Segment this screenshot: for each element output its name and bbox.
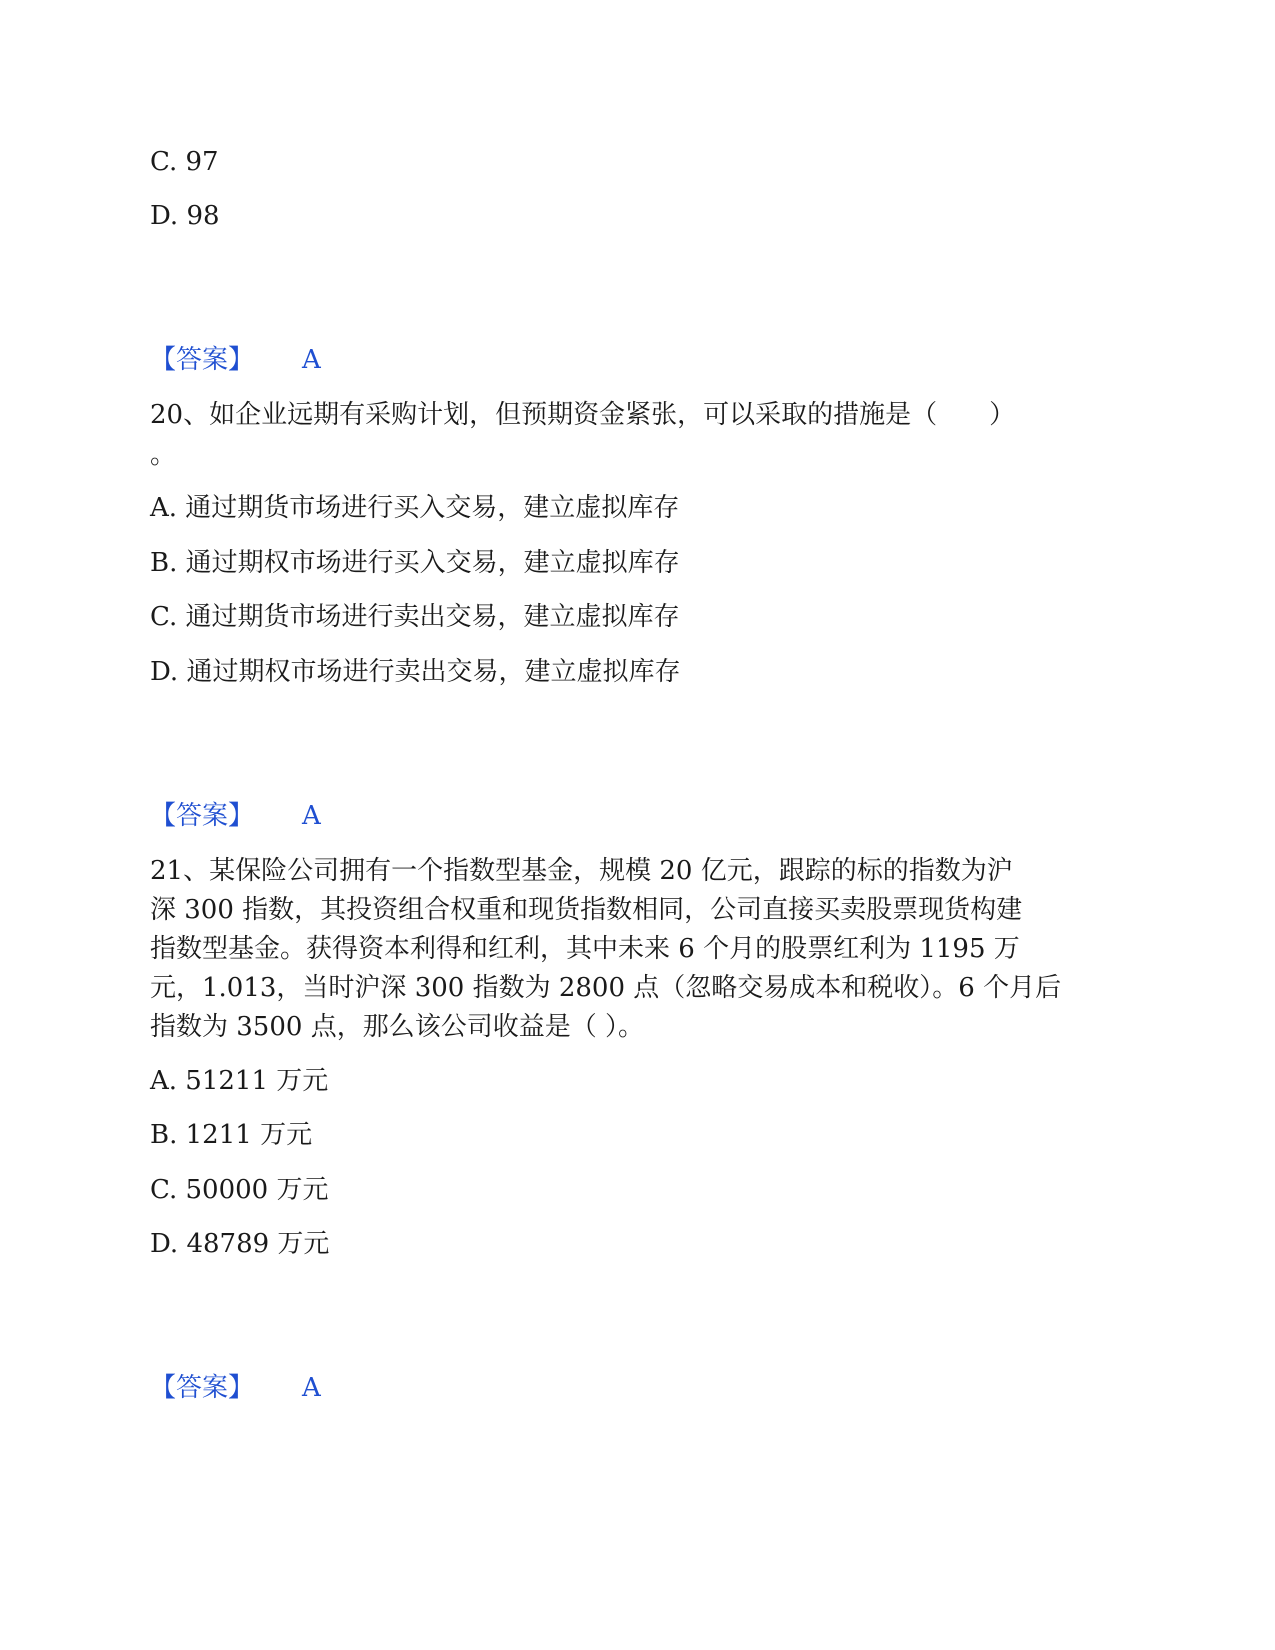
answer-label: 【答案】: [150, 1373, 255, 1403]
q21-option-b: B. 1211 万元: [150, 1120, 313, 1150]
answer-value: A: [302, 345, 321, 375]
q21-stem-line2: 深 300 指数，其投资组合权重和现货指数相同，公司直接买卖股票现货构建: [150, 895, 1023, 925]
answer-label: 【答案】: [150, 345, 255, 375]
q21-stem-line4: 元，1.013，当时沪深 300 指数为 2800 点（忽略交易成本和税收）。6 个月后: [150, 973, 1062, 1003]
q21-option-a: A. 51211 万元: [150, 1066, 329, 1096]
answer-block-q20: [150, 796, 321, 836]
q20-option-c: C. 通过期货市场进行卖出交易，建立虚拟库存: [150, 602, 680, 632]
answer-block-q21: [150, 1368, 321, 1408]
q21-option-c: C. 50000 万元: [150, 1175, 329, 1205]
answer-label: 【答案】: [150, 801, 255, 831]
q21-option-d: D. 48789 万元: [150, 1229, 330, 1259]
q20-stem-line1: 20、如企业远期有采购计划，但预期资金紧张，可以采取的措施是（ ）: [150, 400, 1016, 430]
q20-option-a: A. 通过期货市场进行买入交易，建立虚拟库存: [150, 493, 680, 523]
option-d-q19: D. 98: [150, 201, 220, 231]
answer-block-q19: [150, 340, 321, 380]
q21-stem-line5: 指数为 3500 点，那么该公司收益是（ ）。: [150, 1012, 644, 1042]
answer-value: A: [302, 801, 321, 831]
q21-stem-line3: 指数型基金。获得资本利得和红利，其中未来 6 个月的股票红利为 1195 万: [150, 934, 1020, 964]
option-c-q19: C. 97: [150, 147, 219, 177]
q20-option-d: D. 通过期权市场进行卖出交易，建立虚拟库存: [150, 657, 681, 687]
q20-stem-line2: 。: [150, 440, 177, 470]
q21-stem-line1: 21、某保险公司拥有一个指数型基金，规模 20 亿元，跟踪的标的指数为沪: [150, 856, 1013, 886]
answer-value: A: [302, 1373, 321, 1403]
q20-option-b: B. 通过期权市场进行买入交易，建立虚拟库存: [150, 548, 680, 578]
